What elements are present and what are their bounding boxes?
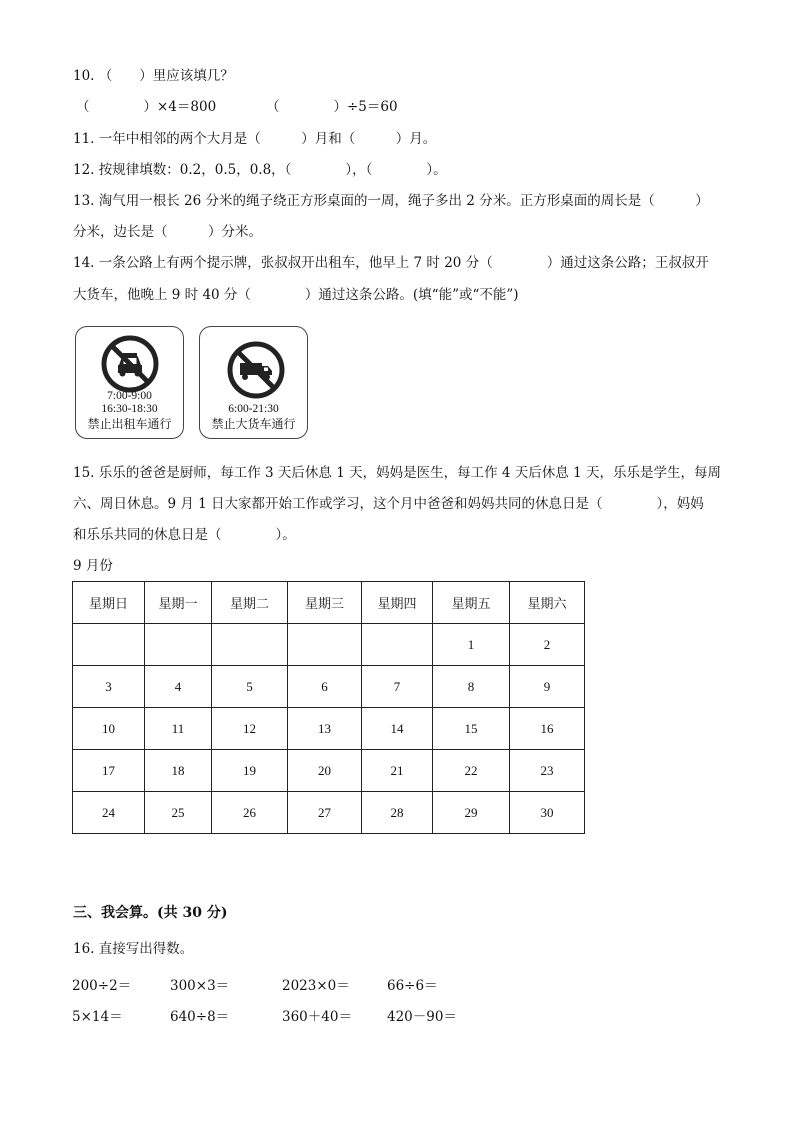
- question-15-line-2: 六、周日休息。9 月 1 日大家都开始工作或学习，这个月中爸爸和妈妈共同的休息日是（ ），妈妈: [73, 496, 704, 512]
- calendar-week-row: [73, 792, 585, 834]
- no-taxi-sign-card: [75, 326, 184, 439]
- calendar-day-cell: 1: [433, 624, 510, 666]
- question-10-equation-2: （ ）÷5＝60: [266, 99, 398, 115]
- calendar-day-cell: 16: [510, 708, 585, 750]
- calendar-day-cell: 2: [510, 624, 585, 666]
- calendar-header-row: [73, 582, 585, 624]
- calendar-day-cell: 11: [145, 708, 212, 750]
- calendar-header-cell: 星期日: [73, 582, 145, 624]
- calendar-day-cell: 21: [362, 750, 433, 792]
- calendar-day-cell: [73, 624, 145, 666]
- calendar-day-cell: 4: [145, 666, 212, 708]
- calendar-week-row: [73, 666, 585, 708]
- calendar-day-cell: 25: [145, 792, 212, 834]
- calendar-day-cell: 29: [433, 792, 510, 834]
- calendar-day-cell: 23: [510, 750, 585, 792]
- calendar-header-cell: 星期六: [510, 582, 585, 624]
- no-taxi-time-2: 16:30-18:30: [101, 403, 158, 415]
- calc-item: 2023×0＝: [282, 978, 350, 994]
- question-14-line-2: 大货车，他晚上 9 时 40 分（ ）通过这条公路。(填“能”或“不能”): [73, 287, 519, 303]
- question-11: 11. 一年中相邻的两个大月是（ ）月和（ ）月。: [73, 131, 437, 147]
- question-13-line-2: 分米，边长是（ ）分米。: [73, 224, 262, 240]
- no-taxi-label: 禁止出租车通行: [87, 417, 172, 431]
- calendar-header-cell: 星期一: [145, 582, 212, 624]
- calendar-week-row: [73, 708, 585, 750]
- calendar-day-cell: 7: [362, 666, 433, 708]
- calendar-day-cell: 28: [362, 792, 433, 834]
- calendar-day-cell: 13: [288, 708, 362, 750]
- calendar-header-cell: 星期三: [288, 582, 362, 624]
- month-label: 9 月份: [73, 558, 113, 574]
- calendar-week-row: [73, 624, 585, 666]
- no-truck-label: 禁止大货车通行: [211, 417, 296, 431]
- calendar-day-cell: [362, 624, 433, 666]
- calendar-day-cell: 20: [288, 750, 362, 792]
- calc-item: 640÷8＝: [170, 1009, 230, 1025]
- calc-item: 66÷6＝: [387, 978, 438, 994]
- question-16: 16. 直接写出得数。: [73, 941, 194, 957]
- calc-item: 200÷2＝: [72, 978, 132, 994]
- calendar-header-cell: 星期四: [362, 582, 433, 624]
- no-truck-time: 6:00-21:30: [228, 403, 279, 415]
- calendar-day-cell: 9: [510, 666, 585, 708]
- calc-item: 5×14＝: [72, 1009, 123, 1025]
- calendar-day-cell: 27: [288, 792, 362, 834]
- calendar-day-cell: 17: [73, 750, 145, 792]
- calendar-day-cell: 26: [212, 792, 288, 834]
- no-truck-sign-card: [199, 326, 308, 439]
- calendar-day-cell: 18: [145, 750, 212, 792]
- calendar-day-cell: 3: [73, 666, 145, 708]
- calendar-day-cell: 5: [212, 666, 288, 708]
- calendar-table: [72, 581, 585, 834]
- calendar-day-cell: 22: [433, 750, 510, 792]
- calendar-day-cell: [145, 624, 212, 666]
- question-12: 12. 按规律填数：0.2，0.5，0.8，（ ），（ ）。: [73, 162, 447, 178]
- no-taxi-time-1: 7:00-9:00: [107, 390, 152, 402]
- calendar-day-cell: 10: [73, 708, 145, 750]
- calendar-day-cell: 6: [288, 666, 362, 708]
- calendar-day-cell: 12: [212, 708, 288, 750]
- section-3-title: 三、我会算。(共 30 分): [73, 905, 228, 921]
- calendar-day-cell: 30: [510, 792, 585, 834]
- calc-item: 360＋40＝: [282, 1009, 352, 1025]
- no-taxi-sign-icon: [101, 335, 159, 393]
- calendar-day-cell: [288, 624, 362, 666]
- question-14-line-1: 14. 一条公路上有两个提示牌，张叔叔开出租车，他早上 7 时 20 分（ ）通过这条公路；王叔叔开: [73, 255, 709, 271]
- calendar-header-cell: 星期五: [433, 582, 510, 624]
- calendar-day-cell: [212, 624, 288, 666]
- calendar-day-cell: 19: [212, 750, 288, 792]
- calendar-header-cell: 星期二: [212, 582, 288, 624]
- question-10-equation-1: （ ）×4＝800: [76, 99, 217, 115]
- calendar-day-cell: 15: [433, 708, 510, 750]
- calendar-day-cell: 24: [73, 792, 145, 834]
- question-10-title: 10. （ ）里应该填几？: [73, 68, 234, 84]
- question-15-line-1: 15. 乐乐的爸爸是厨师，每工作 3 天后休息 1 天，妈妈是医生，每工作 4 天后休息 1 天，乐乐是学生，每周: [73, 465, 721, 481]
- question-13-line-1: 13. 淘气用一根长 26 分米的绳子绕正方形桌面的一周，绳子多出 2 分米。正方形桌面的周长是（ ）: [73, 193, 709, 209]
- calendar-day-cell: 14: [362, 708, 433, 750]
- calc-item: 300×3＝: [170, 978, 230, 994]
- calendar-day-cell: 8: [433, 666, 510, 708]
- calc-item: 420－90＝: [387, 1009, 457, 1025]
- calendar-week-row: [73, 750, 585, 792]
- no-truck-sign-icon: [227, 341, 285, 399]
- question-15-line-3: 和乐乐共同的休息日是（ ）。: [73, 527, 296, 543]
